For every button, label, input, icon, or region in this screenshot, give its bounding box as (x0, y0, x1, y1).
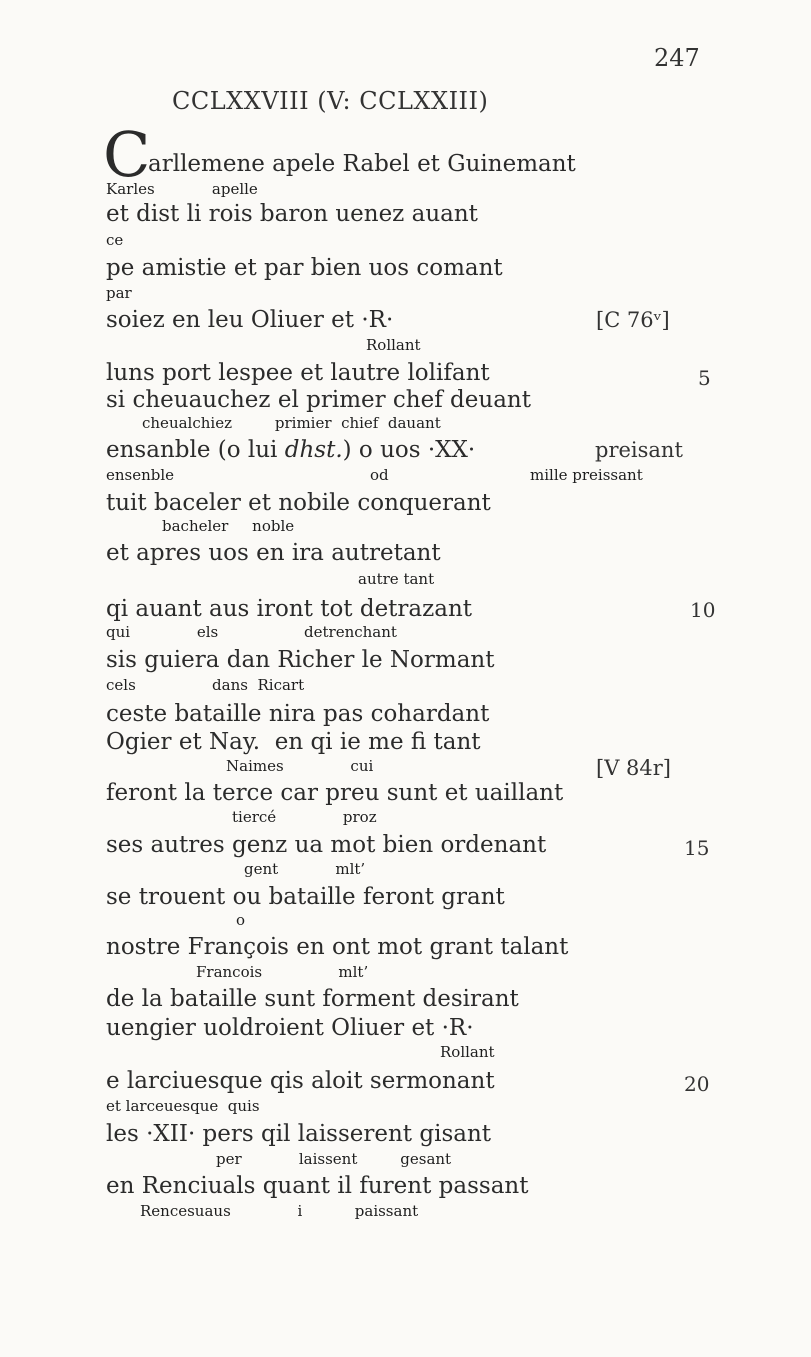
gloss-line-17: Francois mlt’ (196, 963, 369, 981)
manuscript-ref-v84r: [V 84r] (596, 756, 671, 780)
verse-line-10: qi auant aus iront tot detrazant (106, 596, 473, 622)
gloss-line-21: per laissent gesant (216, 1150, 452, 1168)
gloss-line-13: Naimes cui (226, 757, 374, 775)
line-number-5: 5 (698, 366, 711, 390)
verse-line-22: en Renciuals quant il furent passant (106, 1173, 529, 1199)
variant-preisant: preisant (595, 438, 683, 462)
verse-line-18: de la bataille sunt forment desirant (106, 986, 519, 1012)
gloss-line-7-od: od (370, 466, 389, 484)
verse-line-14: feront la terce car preu sunt et uaillant (106, 780, 564, 806)
verse-line-11: sis guiera dan Richer le Normant (106, 647, 495, 673)
gloss-line-7: ensenble (106, 466, 175, 484)
gloss-line-7-mille: mille preissant (530, 466, 643, 484)
verse-line-8: tuit baceler et nobile conquerant (106, 490, 491, 516)
gloss-line-11: cels dans Ricart (106, 676, 305, 694)
verse-line-3: pe amistie et par bien uos comant (106, 255, 503, 281)
gloss-line-1: Karles apelle (106, 180, 258, 198)
verse-line-13: Ogier et Nay. en qi ie me fi tant (106, 729, 481, 755)
gloss-line-9: autre tant (358, 570, 435, 588)
verse-line-12: ceste bataille nira pas cohardant (106, 701, 490, 727)
verse-line-20: e larciuesque qis aloit sermonant (106, 1068, 495, 1094)
verse-line-4: soiez en leu Oliuer et ·R· (106, 307, 394, 333)
gloss-line-15: gent mlt’ (244, 860, 366, 878)
gloss-line-22: Rencesuaus i paissant (140, 1202, 419, 1220)
gloss-line-3: par (106, 284, 132, 302)
verse-line-21: les ·XII· pers qil laisserent gisant (106, 1121, 492, 1147)
line-number-15: 15 (684, 836, 710, 860)
gloss-line-19: Rollant (440, 1043, 495, 1061)
gloss-line-4: Rollant (366, 336, 421, 354)
verse-line-19: uengier uoldroient Oliuer et ·R· (106, 1015, 474, 1041)
section-heading: CCLXXVIII (V: CCLXXIII) (172, 87, 489, 115)
verse-line-17: nostre François en ont mot grant talant (106, 934, 569, 960)
gloss-line-14: tiercé proz (232, 808, 377, 826)
gloss-line-6: cheualchiez primier chief dauant (142, 414, 441, 432)
verse-line-5: luns port lespee et lautre lolifant (106, 360, 490, 386)
manuscript-ref-c76v: [C 76ᵛ] (596, 308, 670, 332)
verse-line-6: si cheuauchez el primer chef deuant (106, 387, 531, 413)
gloss-line-20: et larceuesque quis (106, 1097, 260, 1115)
page-number: 247 (654, 44, 700, 72)
drop-cap-initial: C (103, 118, 151, 191)
verse-line-2: et dist li rois baron uenez auant (106, 201, 478, 227)
gloss-line-2: ce (106, 231, 124, 249)
verse-line-15: ses autres genz ua mot bien ordenant (106, 832, 547, 858)
verse-line-1: arllemene apele Rabel et Guinemant (148, 151, 576, 177)
verse-line-16: se trouent ou bataille feront grant (106, 884, 505, 910)
verse-line-7: ensanble (o lui dhst.) o uos ·XX· (106, 437, 476, 463)
line-number-10: 10 (690, 598, 716, 622)
gloss-line-8: bacheler noble (162, 517, 295, 535)
line-number-20: 20 (684, 1072, 710, 1096)
verse-line-9: et apres uos en ira autretant (106, 540, 441, 566)
gloss-line-16: o (236, 911, 246, 929)
gloss-line-10: qui els detrenchant (106, 623, 397, 641)
